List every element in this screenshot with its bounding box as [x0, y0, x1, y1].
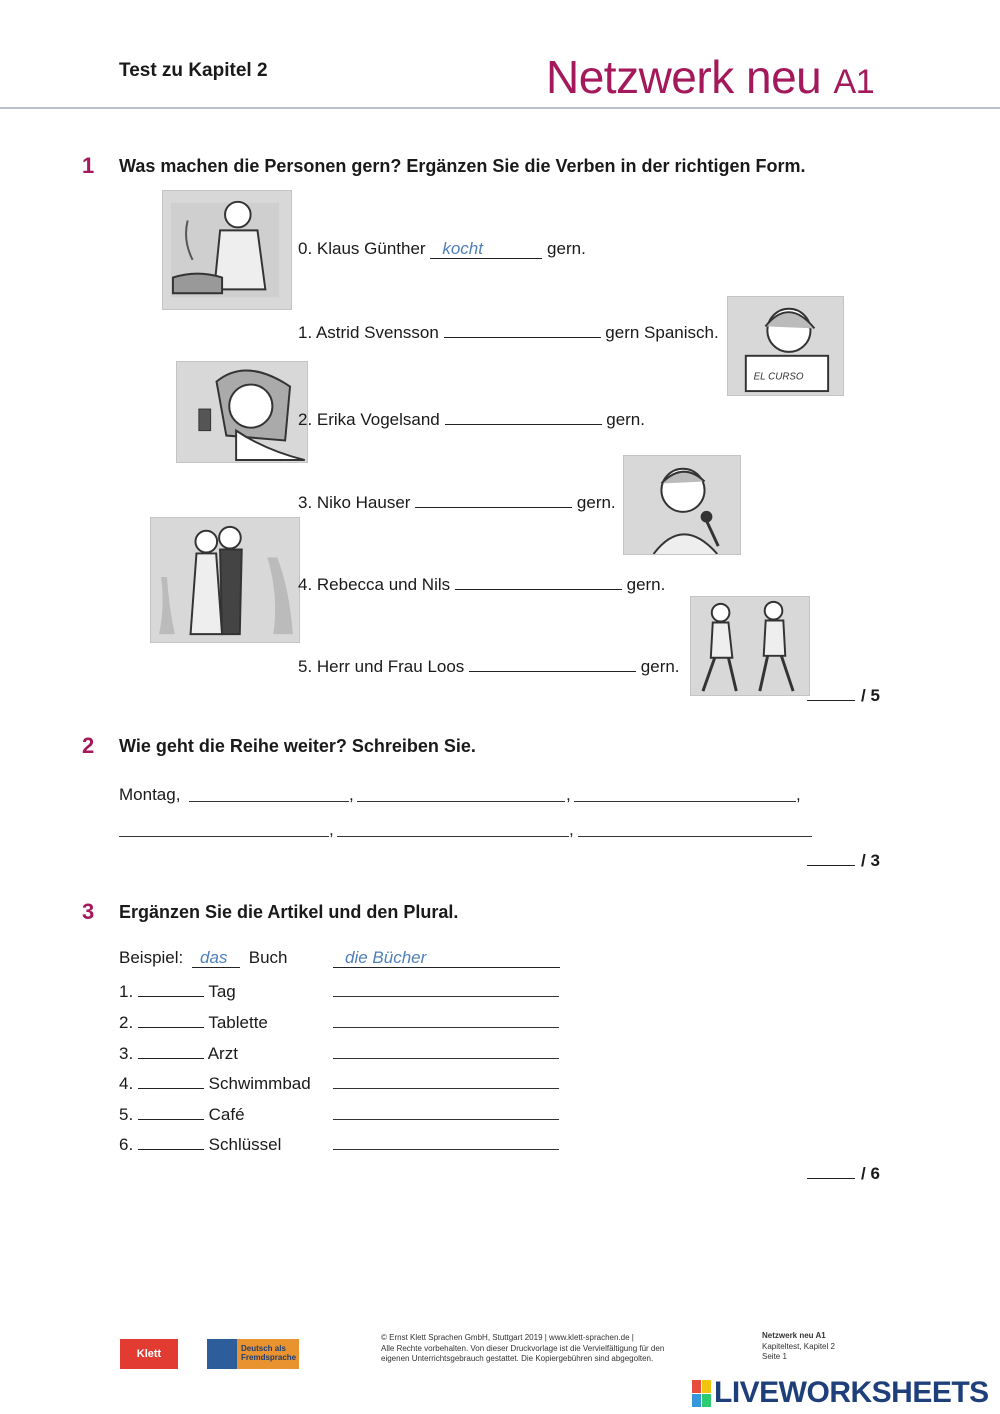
task-1-number: 1 [82, 153, 95, 178]
task1-answer-1[interactable] [444, 320, 601, 338]
task1-answer-4[interactable] [455, 572, 622, 590]
weekday-field-6[interactable] [578, 820, 812, 837]
cooking-man-picture [162, 190, 292, 310]
task3-plural-5[interactable] [333, 1103, 559, 1120]
weekday-separator: , [349, 785, 354, 804]
brand-title: Netzwerk neu A1 [546, 51, 875, 103]
task-3-instruction: Ergänzen Sie die Artikel und den Plural. [119, 902, 459, 922]
task3-article-4[interactable] [138, 1071, 204, 1089]
task1-answer-3[interactable] [415, 490, 572, 508]
task3-item-5: 5. Café [119, 1102, 245, 1125]
weekday-separator: , [796, 785, 801, 804]
task1-item-4: 4. Rebecca und Nils gern. [298, 572, 665, 595]
page-header-title: Test zu Kapitel 2 [119, 60, 268, 81]
task1-item-1: 1. Astrid Svensson gern Spanisch. [298, 320, 719, 343]
task1-item-3: 3. Niko Hauser gern. [298, 490, 616, 513]
task1-answer-0[interactable]: kocht [430, 239, 542, 259]
task-2-instruction: Wie geht die Reihe weiter? Schreiben Sie. [119, 736, 476, 756]
weekday-field-1[interactable] [189, 785, 349, 802]
weekday-separator: , [329, 820, 334, 839]
task2-score-field[interactable] [807, 865, 855, 866]
task3-score-field[interactable] [807, 1178, 855, 1179]
task3-score: / 6 [807, 1164, 880, 1184]
daf-logo: Deutsch als Fremdsprache [207, 1339, 299, 1369]
example-plural: die Bücher [333, 948, 560, 968]
task3-item-2: 2. Tablette [119, 1010, 268, 1033]
liveworksheets-logo-icon [692, 1380, 711, 1407]
task1-answer-5[interactable] [469, 654, 636, 672]
weekday-separator: , [569, 820, 574, 839]
task3-article-5[interactable] [138, 1102, 204, 1120]
task1-score-field[interactable] [807, 700, 855, 701]
weekday-field-5[interactable] [337, 820, 569, 837]
task3-item-3: 3. Arzt [119, 1041, 238, 1064]
book-info: Netzwerk neu A1 Kapiteltest, Kapitel 2 Seite 1 [762, 1331, 835, 1361]
weekday-start: Montag, [119, 785, 181, 804]
dancing-couple-picture [150, 517, 300, 643]
task-1-instruction: Was machen die Personen gern? Ergänzen Sie die Verben in der richtigen Form. [119, 156, 806, 176]
header-divider [0, 107, 1000, 109]
task3-item-1: 1. Tag [119, 979, 236, 1002]
weekday-field-2[interactable] [357, 785, 565, 802]
task3-example: Beispiel: das Buch [119, 948, 288, 967]
task3-article-2[interactable] [138, 1010, 204, 1028]
task3-article-6[interactable] [138, 1132, 204, 1150]
task3-plural-2[interactable] [333, 1011, 559, 1028]
task3-plural-4[interactable] [333, 1072, 559, 1089]
task2-score: / 3 [807, 851, 880, 871]
copyright-notice: © Ernst Klett Sprachen GmbH, Stuttgart 2019 | www.klett-sprachen.de | Alle Rechte vorbehalten. Von dieser Druckvorlage ist die Vervielfältigung für den eigenen Unterrichtsgebrauch gestattet. Die Kopiergebühren sind abgegolten. [381, 1333, 665, 1363]
task1-item-2: 2. Erika Vogelsand gern. [298, 407, 645, 430]
task3-plural-6[interactable] [333, 1133, 559, 1150]
example-article: das [192, 948, 240, 968]
task-2-number: 2 [82, 733, 95, 758]
brand-level: A1 [833, 63, 875, 101]
selfie-woman-picture [176, 361, 308, 463]
task1-item-0: 0. Klaus Günther kocht gern. [298, 239, 586, 258]
task1-answer-2[interactable] [445, 407, 602, 425]
task3-item-6: 6. Schlüssel [119, 1132, 281, 1155]
liveworksheets-watermark: LIVEWORKSHEETS [692, 1376, 989, 1410]
example-plural-line [333, 948, 560, 968]
task1-item-5: 5. Herr und Frau Loos gern. [298, 654, 680, 677]
book-cover-label: EL CURSO [753, 371, 804, 383]
task3-plural-3[interactable] [333, 1042, 559, 1059]
task-3-number: 3 [82, 899, 95, 924]
task1-score: / 5 [807, 686, 880, 706]
task3-plural-1[interactable] [333, 980, 559, 997]
klett-logo: Klett [120, 1339, 178, 1369]
weekday-separator: , [566, 785, 571, 804]
task3-article-3[interactable] [138, 1041, 204, 1059]
walking-couple-picture [690, 596, 810, 696]
task3-item-4: 4. Schwimmbad [119, 1071, 311, 1094]
weekday-field-4[interactable] [119, 820, 329, 837]
task3-article-1[interactable] [138, 979, 204, 997]
reading-woman-picture [727, 296, 844, 396]
singing-man-picture [623, 455, 741, 555]
weekday-field-3[interactable] [574, 785, 796, 802]
